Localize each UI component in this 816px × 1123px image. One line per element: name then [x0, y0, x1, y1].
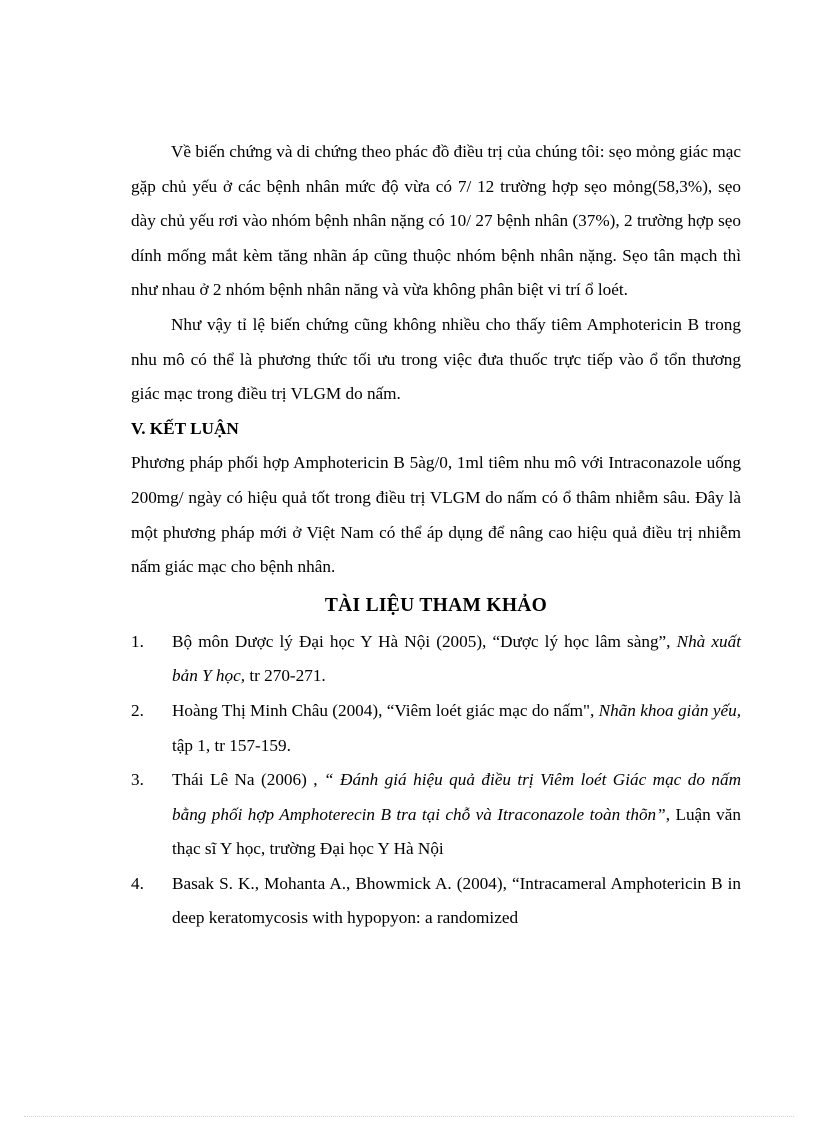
conclusion-text: Phương pháp phối hợp Amphotericin B 5àg/0, 1ml tiêm nhu mô với Intraconazole uống 200mg/ ngày có hiệu quả tốt trong điều trị VLGM do nấm có ổ thâm nhiễm sâu. Đây là một phương pháp mới ở Việt Nam có thể áp dụng để nâng cao hiệu quả điều trị nhiễm nấm giác mạc cho bệnh nhân. [131, 453, 741, 577]
reference-pages: tr 270-271. [245, 666, 326, 686]
reference-number: 1. [131, 631, 144, 651]
reference-source: “ Đánh giá hiệu quả điều trị Viêm loét Giác mạc do nấm bằng phối hợp Amphoterecin B tra tại chỗ và Itraconazole toàn thõn” [172, 770, 741, 824]
reference-text: Hoàng Thị Minh Châu (2004), “Viêm loét giác mạc do nấm", [172, 700, 599, 720]
reference-pages: tập 1, tr 157-159. [172, 735, 291, 755]
references-title: TÀI LIỆU THAM KHẢO [324, 594, 548, 616]
paragraph-summary: Như vậy tỉ lệ biến chứng cũng không nhiều cho thấy tiêm Amphotericin B trong nhu mô có thể là phương thức tối ưu trong việc đưa thuốc trực tiếp vào ổ tổn thương giác mạc trong điều trị VLGM do nấm. [131, 314, 741, 404]
reference-text: Bộ môn Dược lý Đại học Y Hà Nội (2005), “Dược lý học lâm sàng”, [172, 631, 677, 651]
reference-item-2 [131, 694, 741, 763]
reference-pages: , Luận văn thạc sĩ Y học, trường Đại học Y Hà Nội [172, 804, 741, 859]
reference-number: 2. [131, 700, 144, 720]
reference-text: Thái Lê Na (2006) , [172, 770, 325, 790]
conclusion-heading: V. KẾT LUẬN [131, 418, 239, 438]
reference-list [131, 625, 741, 936]
page-content [131, 135, 741, 936]
reference-item-1 [131, 625, 741, 694]
page-bottom-border [24, 1116, 794, 1117]
reference-source: Nhãn khoa giản yếu, [598, 700, 741, 720]
paragraph-complications: Về biến chứng và di chứng theo phác đồ điều trị của chúng tôi: sẹo mỏng giác mạc gặp chủ yếu ở các bệnh nhân mức độ vừa có 7/ 12 trường hợp sẹo mỏng(58,3%), sẹo dày chủ yếu rơi vào nhóm bệnh nhân nặng có 10/ 27 bệnh nhân (37%), 2 trường hợp sẹo dính mống mắt kèm tăng nhãn áp cũng thuộc nhóm bệnh nhân nặng. Sẹo tân mạch thì như nhau ở 2 nhóm bệnh nhân năng và vừa không phân biệt vi trí ổ loét. [131, 142, 741, 300]
reference-text: Basak S. K., Mohanta A., Bhowmick A. (2004), “Intracameral Amphotericin B in deep keratomycosis with hypopyon: a randomized [172, 873, 741, 928]
reference-number: 3. [131, 770, 144, 790]
reference-source: Nhà xuất bản Y học, [172, 631, 741, 686]
reference-item-3 [131, 763, 741, 867]
reference-item-4 [131, 867, 741, 936]
reference-number: 4. [131, 873, 144, 893]
